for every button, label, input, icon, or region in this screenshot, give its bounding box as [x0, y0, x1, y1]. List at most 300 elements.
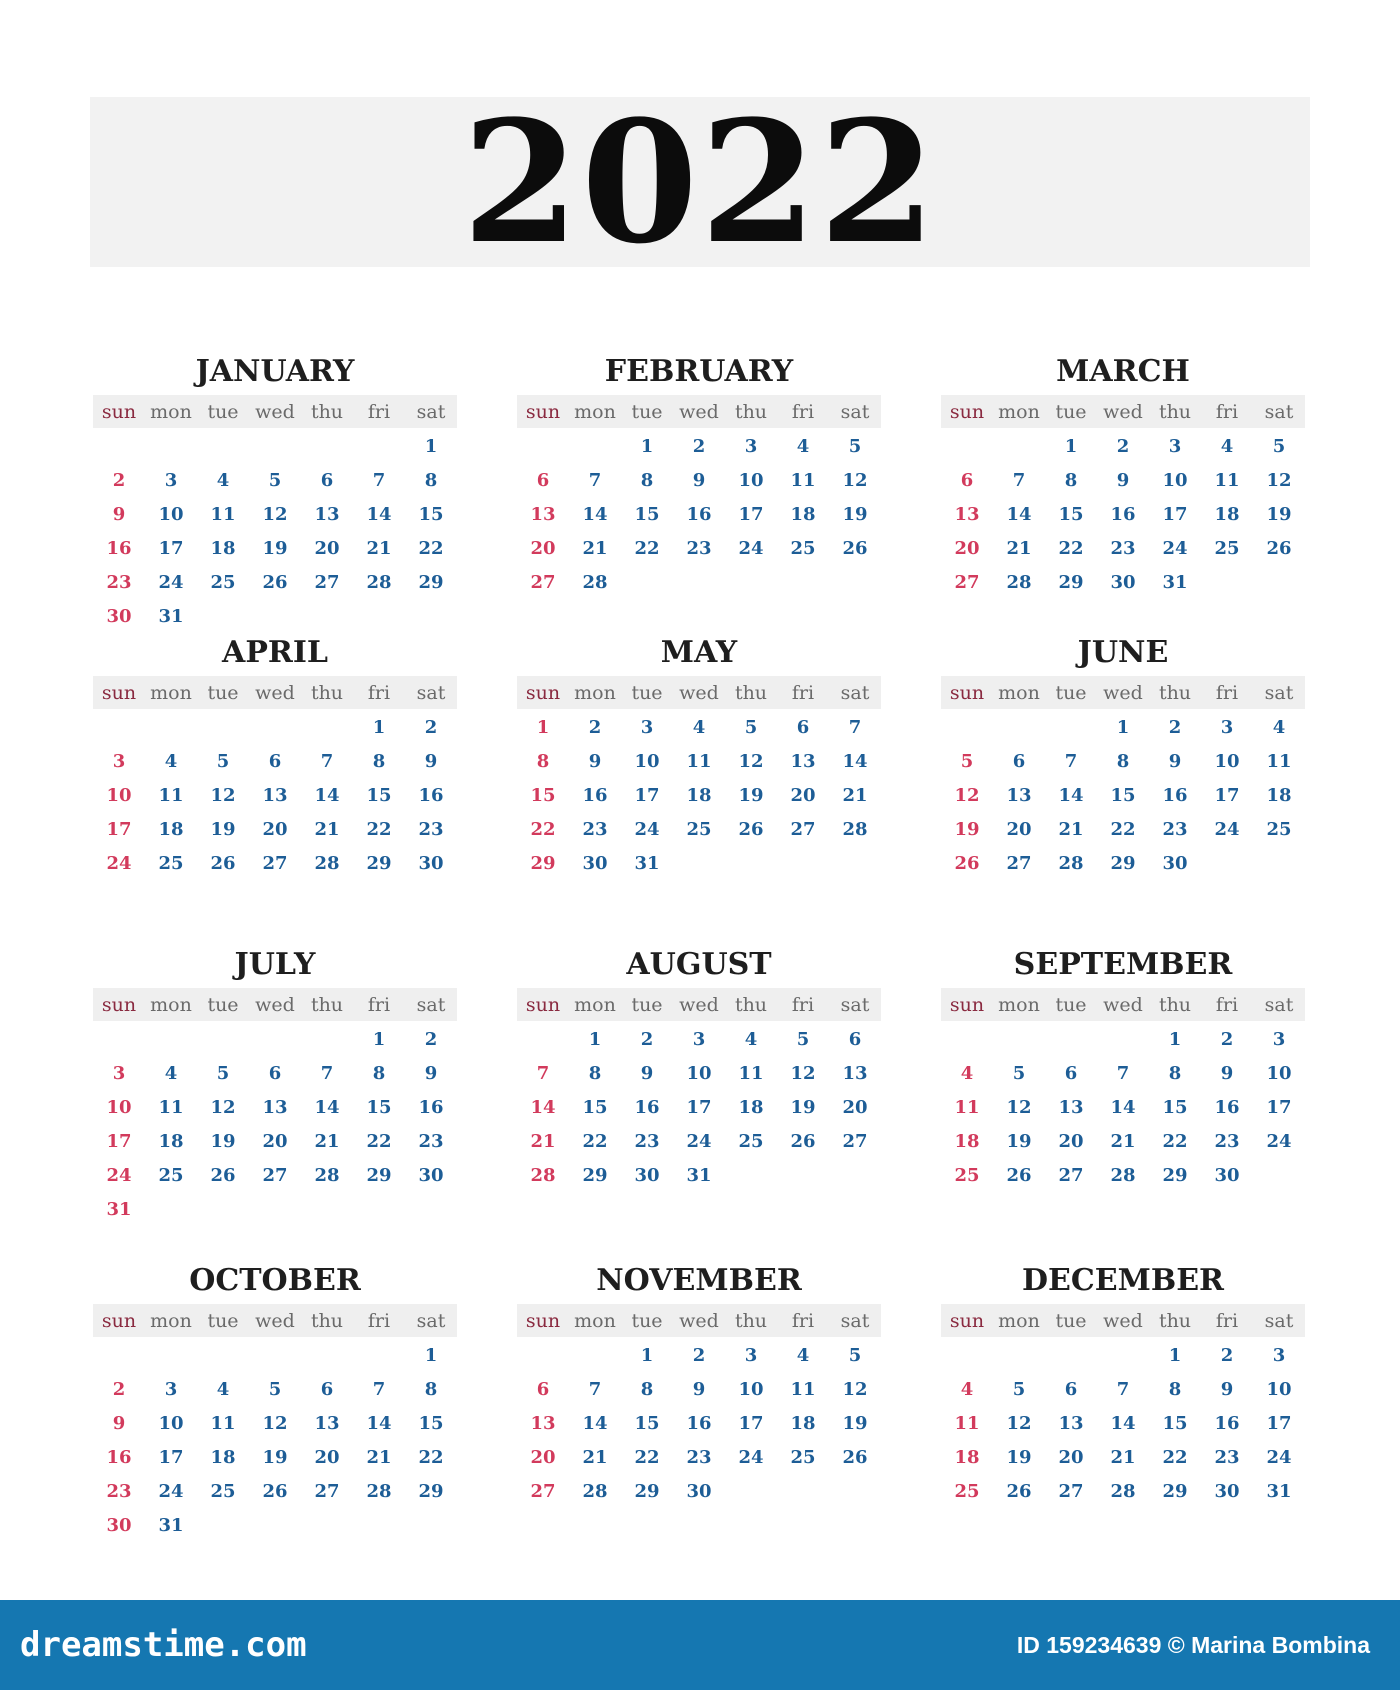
- weekday-wed: wed: [1103, 1309, 1143, 1332]
- day-cell: 9: [1116, 469, 1130, 491]
- day-cell: 15: [634, 503, 660, 525]
- day-cell: 26: [954, 852, 980, 874]
- day-cell: 8: [588, 1062, 602, 1084]
- day-cell: 2: [112, 469, 126, 491]
- weekday-thu: thu: [1158, 400, 1192, 423]
- footer-bar: [0, 1600, 1400, 1690]
- empty-cell: [197, 429, 249, 463]
- weekday-fri: fri: [791, 400, 815, 423]
- month-title: OCTOBER: [189, 1263, 361, 1298]
- weekday-header: [93, 1304, 457, 1337]
- day-cell: 19: [262, 537, 288, 559]
- day-cell: 21: [1058, 818, 1084, 840]
- day-cell: 5: [1012, 1062, 1026, 1084]
- empty-cell: [145, 1338, 197, 1372]
- day-cell: 2: [1116, 435, 1130, 457]
- day-cell: 7: [1012, 469, 1026, 491]
- day-cell: 15: [582, 1096, 608, 1118]
- day-cell: 7: [1116, 1378, 1130, 1400]
- day-cell: 11: [790, 1378, 816, 1400]
- day-cell: 23: [686, 1446, 712, 1468]
- day-cell: 24: [738, 537, 764, 559]
- weekday-mon: mon: [574, 993, 616, 1016]
- day-cell: 14: [1110, 1412, 1136, 1434]
- day-cell: 24: [158, 571, 184, 593]
- empty-cell: [993, 429, 1045, 463]
- empty-cell: [353, 429, 405, 463]
- weekday-thu: thu: [1158, 993, 1192, 1016]
- weekday-fri: fri: [367, 1309, 391, 1332]
- day-cell: 4: [164, 1062, 178, 1084]
- day-cell: 22: [366, 1130, 392, 1152]
- empty-cell: [145, 429, 197, 463]
- day-cell: 16: [418, 1096, 444, 1118]
- day-cell: 7: [320, 750, 334, 772]
- day-cell: 15: [1110, 784, 1136, 806]
- weekday-sat: sat: [1264, 993, 1294, 1016]
- day-cell: 24: [738, 1446, 764, 1468]
- day-cell: 18: [790, 503, 816, 525]
- day-cell: 11: [686, 750, 712, 772]
- empty-cell: [1097, 1338, 1149, 1372]
- day-cell: 11: [210, 503, 236, 525]
- day-cell: 15: [1058, 503, 1084, 525]
- empty-cell: [941, 710, 993, 744]
- weekday-sat: sat: [840, 681, 870, 704]
- day-cell: 17: [158, 537, 184, 559]
- day-cell: 21: [582, 537, 608, 559]
- weekday-wed: wed: [255, 1309, 295, 1332]
- day-cell: 22: [634, 537, 660, 559]
- day-cell: 21: [530, 1130, 556, 1152]
- day-cell: 28: [530, 1164, 556, 1186]
- empty-cell: [249, 1338, 301, 1372]
- day-grid: [93, 1021, 457, 1226]
- day-cell: 2: [1220, 1344, 1234, 1366]
- day-cell: 21: [1110, 1446, 1136, 1468]
- weekday-wed: wed: [679, 993, 719, 1016]
- weekday-mon: mon: [574, 1309, 616, 1332]
- day-cell: 12: [954, 784, 980, 806]
- day-cell: 6: [1064, 1062, 1078, 1084]
- day-cell: 22: [366, 818, 392, 840]
- day-cell: 26: [842, 537, 868, 559]
- weekday-fri: fri: [1215, 681, 1239, 704]
- day-cell: 6: [848, 1028, 862, 1050]
- day-cell: 10: [106, 784, 132, 806]
- day-cell: 8: [424, 469, 438, 491]
- day-cell: 3: [164, 1378, 178, 1400]
- month-title: JUNE: [1077, 635, 1169, 670]
- day-cell: 16: [582, 784, 608, 806]
- day-cell: 21: [314, 1130, 340, 1152]
- day-cell: 8: [1116, 750, 1130, 772]
- day-cell: 13: [262, 784, 288, 806]
- day-grid: [517, 428, 881, 599]
- day-cell: 23: [106, 571, 132, 593]
- day-cell: 31: [106, 1198, 132, 1220]
- day-cell: 7: [848, 716, 862, 738]
- weekday-sat: sat: [416, 993, 446, 1016]
- day-cell: 19: [1266, 503, 1292, 525]
- day-cell: 29: [1058, 571, 1084, 593]
- day-cell: 2: [692, 1344, 706, 1366]
- weekday-sat: sat: [416, 400, 446, 423]
- day-cell: 9: [588, 750, 602, 772]
- day-cell: 29: [418, 571, 444, 593]
- empty-cell: [301, 1022, 353, 1056]
- empty-cell: [93, 710, 145, 744]
- day-cell: 22: [1110, 818, 1136, 840]
- day-cell: 20: [1058, 1446, 1084, 1468]
- month-january: [93, 355, 457, 633]
- day-cell: 23: [418, 1130, 444, 1152]
- weekday-sun: sun: [101, 400, 137, 423]
- day-cell: 18: [686, 784, 712, 806]
- day-cell: 22: [634, 1446, 660, 1468]
- empty-cell: [145, 710, 197, 744]
- day-cell: 19: [262, 1446, 288, 1468]
- day-cell: 16: [418, 784, 444, 806]
- day-cell: 10: [1214, 750, 1240, 772]
- day-cell: 20: [314, 537, 340, 559]
- day-cell: 22: [418, 1446, 444, 1468]
- day-cell: 18: [158, 1130, 184, 1152]
- weekday-sun: sun: [101, 1309, 137, 1332]
- weekday-header: [517, 395, 881, 428]
- day-cell: 30: [1214, 1480, 1240, 1502]
- weekday-mon: mon: [150, 400, 192, 423]
- day-cell: 16: [106, 537, 132, 559]
- day-cell: 1: [1168, 1344, 1182, 1366]
- day-cell: 1: [588, 1028, 602, 1050]
- day-cell: 13: [530, 503, 556, 525]
- day-grid: [517, 1337, 881, 1508]
- weekday-mon: mon: [574, 400, 616, 423]
- empty-cell: [517, 1338, 569, 1372]
- day-cell: 17: [686, 1096, 712, 1118]
- day-cell: 22: [1162, 1130, 1188, 1152]
- month-title: DECEMBER: [1022, 1263, 1224, 1298]
- day-cell: 19: [790, 1096, 816, 1118]
- day-cell: 12: [262, 503, 288, 525]
- weekday-wed: wed: [1103, 993, 1143, 1016]
- day-cell: 30: [1162, 852, 1188, 874]
- day-cell: 19: [738, 784, 764, 806]
- day-cell: 25: [738, 1130, 764, 1152]
- day-cell: 28: [1110, 1480, 1136, 1502]
- day-grid: [93, 1337, 457, 1542]
- day-cell: 20: [530, 1446, 556, 1468]
- day-cell: 13: [790, 750, 816, 772]
- weekday-fri: fri: [367, 681, 391, 704]
- month-title: JANUARY: [195, 354, 355, 389]
- weekday-tue: tue: [631, 993, 663, 1016]
- day-cell: 13: [1006, 784, 1032, 806]
- weekday-mon: mon: [998, 681, 1040, 704]
- day-cell: 16: [1110, 503, 1136, 525]
- day-cell: 4: [744, 1028, 758, 1050]
- empty-cell: [93, 429, 145, 463]
- day-cell: 17: [634, 784, 660, 806]
- day-cell: 28: [366, 571, 392, 593]
- day-cell: 12: [1266, 469, 1292, 491]
- day-cell: 22: [1162, 1446, 1188, 1468]
- day-cell: 12: [842, 469, 868, 491]
- day-cell: 13: [314, 503, 340, 525]
- month-title: SEPTEMBER: [1013, 947, 1233, 982]
- weekday-mon: mon: [998, 1309, 1040, 1332]
- day-cell: 6: [536, 1378, 550, 1400]
- weekday-thu: thu: [734, 400, 768, 423]
- day-cell: 14: [582, 1412, 608, 1434]
- day-cell: 26: [1006, 1164, 1032, 1186]
- day-cell: 12: [1006, 1096, 1032, 1118]
- day-cell: 12: [1006, 1412, 1032, 1434]
- weekday-wed: wed: [1103, 681, 1143, 704]
- day-cell: 20: [530, 537, 556, 559]
- day-cell: 3: [744, 1344, 758, 1366]
- day-cell: 11: [1214, 469, 1240, 491]
- weekday-thu: thu: [1158, 1309, 1192, 1332]
- day-cell: 11: [738, 1062, 764, 1084]
- day-cell: 31: [634, 852, 660, 874]
- day-cell: 5: [268, 469, 282, 491]
- day-grid: [941, 1337, 1305, 1508]
- empty-cell: [145, 1022, 197, 1056]
- day-cell: 17: [1162, 503, 1188, 525]
- day-cell: 15: [530, 784, 556, 806]
- day-cell: 2: [424, 716, 438, 738]
- empty-cell: [197, 710, 249, 744]
- weekday-wed: wed: [255, 681, 295, 704]
- day-cell: 14: [1006, 503, 1032, 525]
- day-cell: 18: [1214, 503, 1240, 525]
- day-cell: 16: [1214, 1412, 1240, 1434]
- weekday-sat: sat: [840, 993, 870, 1016]
- weekday-sun: sun: [525, 681, 561, 704]
- day-cell: 14: [314, 784, 340, 806]
- day-cell: 21: [366, 537, 392, 559]
- day-cell: 27: [842, 1130, 868, 1152]
- empty-cell: [941, 1022, 993, 1056]
- day-cell: 13: [954, 503, 980, 525]
- day-cell: 14: [1058, 784, 1084, 806]
- empty-cell: [197, 1022, 249, 1056]
- weekday-mon: mon: [150, 993, 192, 1016]
- month-may: [517, 636, 881, 880]
- day-cell: 5: [216, 1062, 230, 1084]
- day-cell: 27: [530, 1480, 556, 1502]
- day-cell: 7: [320, 1062, 334, 1084]
- weekday-sun: sun: [949, 400, 985, 423]
- day-cell: 3: [112, 750, 126, 772]
- weekday-header: [941, 395, 1305, 428]
- weekday-thu: thu: [310, 993, 344, 1016]
- day-cell: 9: [1220, 1062, 1234, 1084]
- day-cell: 12: [790, 1062, 816, 1084]
- day-cell: 26: [738, 818, 764, 840]
- weekday-sat: sat: [840, 400, 870, 423]
- day-cell: 25: [210, 1480, 236, 1502]
- empty-cell: [249, 710, 301, 744]
- day-cell: 3: [640, 716, 654, 738]
- day-cell: 27: [314, 1480, 340, 1502]
- day-cell: 13: [530, 1412, 556, 1434]
- day-cell: 8: [640, 1378, 654, 1400]
- day-cell: 8: [536, 750, 550, 772]
- day-cell: 16: [686, 503, 712, 525]
- day-cell: 18: [158, 818, 184, 840]
- day-cell: 25: [954, 1164, 980, 1186]
- day-cell: 29: [1162, 1164, 1188, 1186]
- empty-cell: [1045, 1338, 1097, 1372]
- day-cell: 24: [158, 1480, 184, 1502]
- day-cell: 8: [640, 469, 654, 491]
- day-cell: 18: [954, 1446, 980, 1468]
- day-cell: 2: [588, 716, 602, 738]
- weekday-tue: tue: [1055, 1309, 1087, 1332]
- day-cell: 28: [582, 571, 608, 593]
- day-cell: 30: [634, 1164, 660, 1186]
- empty-cell: [517, 1022, 569, 1056]
- day-cell: 6: [268, 1062, 282, 1084]
- month-title: NOVEMBER: [596, 1263, 802, 1298]
- day-cell: 23: [686, 537, 712, 559]
- day-cell: 12: [738, 750, 764, 772]
- day-cell: 18: [1266, 784, 1292, 806]
- day-grid: [93, 428, 457, 633]
- day-grid: [517, 1021, 881, 1192]
- empty-cell: [569, 429, 621, 463]
- weekday-tue: tue: [1055, 400, 1087, 423]
- day-cell: 6: [796, 716, 810, 738]
- empty-cell: [249, 1022, 301, 1056]
- day-cell: 4: [960, 1062, 974, 1084]
- empty-cell: [993, 1338, 1045, 1372]
- day-cell: 5: [216, 750, 230, 772]
- day-cell: 26: [262, 571, 288, 593]
- day-cell: 10: [158, 1412, 184, 1434]
- day-cell: 15: [1162, 1412, 1188, 1434]
- day-cell: 24: [686, 1130, 712, 1152]
- day-cell: 20: [314, 1446, 340, 1468]
- day-cell: 27: [314, 571, 340, 593]
- day-cell: 27: [954, 571, 980, 593]
- day-cell: 10: [634, 750, 660, 772]
- day-cell: 30: [686, 1480, 712, 1502]
- day-cell: 27: [262, 852, 288, 874]
- weekday-sat: sat: [1264, 400, 1294, 423]
- day-cell: 2: [1168, 716, 1182, 738]
- day-cell: 4: [1220, 435, 1234, 457]
- day-cell: 11: [158, 1096, 184, 1118]
- weekday-sun: sun: [525, 993, 561, 1016]
- brand-logo[interactable]: dreamstime.com: [20, 1625, 307, 1665]
- day-cell: 21: [366, 1446, 392, 1468]
- day-cell: 3: [112, 1062, 126, 1084]
- empty-cell: [517, 429, 569, 463]
- day-cell: 29: [366, 1164, 392, 1186]
- day-cell: 4: [960, 1378, 974, 1400]
- day-cell: 14: [314, 1096, 340, 1118]
- day-cell: 18: [790, 1412, 816, 1434]
- day-cell: 15: [1162, 1096, 1188, 1118]
- weekday-header: [941, 1304, 1305, 1337]
- weekday-tue: tue: [207, 681, 239, 704]
- day-cell: 18: [210, 537, 236, 559]
- month-april: [93, 636, 457, 880]
- day-cell: 15: [418, 1412, 444, 1434]
- day-cell: 8: [372, 750, 386, 772]
- day-cell: 9: [112, 1412, 126, 1434]
- day-cell: 9: [692, 469, 706, 491]
- day-cell: 13: [314, 1412, 340, 1434]
- day-cell: 20: [262, 1130, 288, 1152]
- day-grid: [941, 709, 1305, 880]
- day-cell: 9: [424, 750, 438, 772]
- day-cell: 3: [1220, 716, 1234, 738]
- day-cell: 6: [960, 469, 974, 491]
- day-cell: 19: [1006, 1446, 1032, 1468]
- day-cell: 18: [210, 1446, 236, 1468]
- day-cell: 12: [842, 1378, 868, 1400]
- weekday-header: [93, 676, 457, 709]
- day-cell: 25: [210, 571, 236, 593]
- day-cell: 29: [418, 1480, 444, 1502]
- day-cell: 5: [848, 1344, 862, 1366]
- weekday-fri: fri: [791, 1309, 815, 1332]
- day-cell: 10: [158, 503, 184, 525]
- weekday-sun: sun: [525, 1309, 561, 1332]
- day-cell: 16: [1162, 784, 1188, 806]
- weekday-sun: sun: [949, 681, 985, 704]
- day-cell: 23: [1162, 818, 1188, 840]
- day-cell: 17: [106, 1130, 132, 1152]
- day-cell: 23: [106, 1480, 132, 1502]
- day-cell: 22: [530, 818, 556, 840]
- weekday-mon: mon: [998, 993, 1040, 1016]
- day-cell: 24: [1162, 537, 1188, 559]
- day-cell: 2: [112, 1378, 126, 1400]
- day-cell: 6: [268, 750, 282, 772]
- day-cell: 15: [418, 503, 444, 525]
- day-cell: 2: [640, 1028, 654, 1050]
- day-cell: 11: [954, 1096, 980, 1118]
- month-february: [517, 355, 881, 599]
- day-cell: 4: [1272, 716, 1286, 738]
- day-cell: 31: [686, 1164, 712, 1186]
- day-cell: 20: [790, 784, 816, 806]
- weekday-header: [517, 676, 881, 709]
- day-cell: 16: [1214, 1096, 1240, 1118]
- day-cell: 24: [1266, 1446, 1292, 1468]
- day-cell: 16: [686, 1412, 712, 1434]
- day-cell: 9: [424, 1062, 438, 1084]
- day-cell: 17: [1266, 1096, 1292, 1118]
- day-cell: 28: [1058, 852, 1084, 874]
- day-cell: 18: [738, 1096, 764, 1118]
- weekday-wed: wed: [255, 400, 295, 423]
- day-cell: 1: [1168, 1028, 1182, 1050]
- day-cell: 27: [790, 818, 816, 840]
- day-cell: 19: [842, 1412, 868, 1434]
- weekday-mon: mon: [998, 400, 1040, 423]
- day-cell: 6: [1064, 1378, 1078, 1400]
- day-cell: 28: [1006, 571, 1032, 593]
- day-cell: 7: [588, 1378, 602, 1400]
- weekday-wed: wed: [679, 400, 719, 423]
